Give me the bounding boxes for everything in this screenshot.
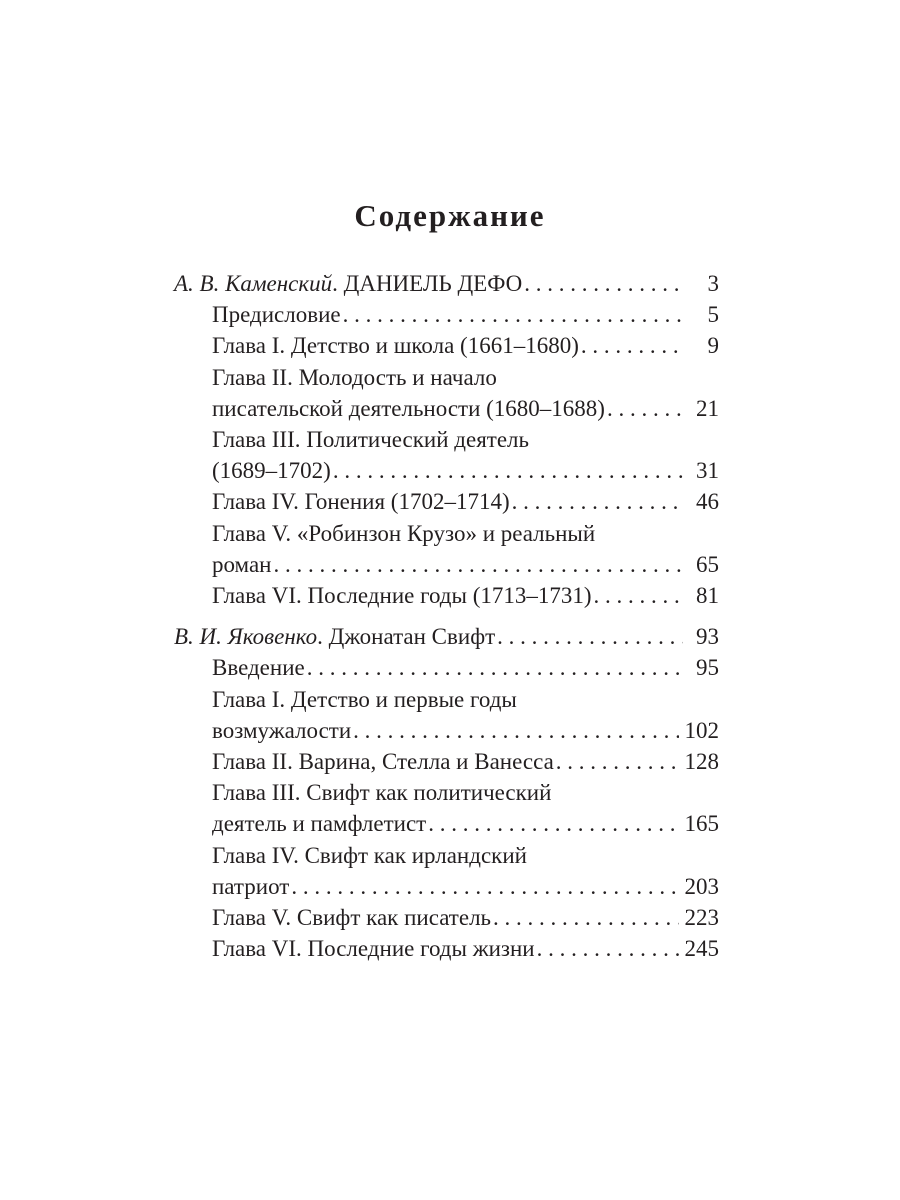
table-of-contents bbox=[174, 268, 719, 964]
toc-entry[interactable] bbox=[174, 486, 719, 517]
chapter-title-line-1: Глава I. Детство и первые годы bbox=[212, 686, 517, 712]
work-title: Джонатан Свифт bbox=[328, 624, 496, 650]
toc-entry[interactable] bbox=[174, 840, 719, 902]
chapter-title-line-1: Глава III. Политический деятель bbox=[212, 427, 530, 453]
toc-entry[interactable] bbox=[174, 652, 719, 683]
chapter-title: патриот bbox=[212, 873, 290, 899]
page-number: 203 bbox=[684, 873, 719, 899]
dot-leader bbox=[556, 746, 679, 777]
dot-leader bbox=[497, 621, 683, 652]
dot-leader bbox=[537, 933, 679, 964]
page-number: 81 bbox=[696, 583, 719, 609]
dot-leader bbox=[307, 652, 683, 683]
chapter-title: возмужалости bbox=[212, 717, 352, 743]
chapter-title-line-1: Глава III. Свифт как политический bbox=[212, 780, 552, 806]
chapter-title: роман bbox=[212, 551, 272, 577]
page-number: 95 bbox=[696, 655, 719, 681]
chapter-title: Глава VI. Последние годы (1713–1731) bbox=[212, 583, 592, 609]
dot-leader bbox=[428, 808, 678, 839]
chapter-title: Глава VI. Последние годы жизни bbox=[212, 936, 535, 962]
toc-entry[interactable] bbox=[174, 777, 719, 839]
toc-entry[interactable] bbox=[174, 518, 719, 580]
dot-leader bbox=[343, 299, 683, 330]
toc-entry[interactable] bbox=[174, 746, 719, 777]
toc-entry-author[interactable] bbox=[174, 268, 719, 299]
dot-leader bbox=[581, 330, 683, 361]
toc-entry[interactable] bbox=[174, 933, 719, 964]
toc-section-defoe bbox=[174, 268, 719, 611]
chapter-title: Глава II. Варина, Стелла и Ванесса bbox=[212, 749, 554, 775]
chapter-title: Глава V. Свифт как писатель bbox=[212, 905, 492, 931]
dot-leader bbox=[333, 455, 683, 486]
page-number: 223 bbox=[684, 905, 719, 931]
chapter-title-line-1: Глава IV. Свифт как ирландский bbox=[212, 842, 527, 868]
toc-entry[interactable] bbox=[174, 330, 719, 361]
page-number: 46 bbox=[696, 489, 719, 515]
page-number: 93 bbox=[696, 624, 719, 650]
toc-entry[interactable] bbox=[174, 424, 719, 486]
dot-leader bbox=[524, 268, 683, 299]
author-name: А. В. Каменский bbox=[174, 271, 333, 296]
page-number: 21 bbox=[696, 395, 719, 421]
dot-leader bbox=[512, 486, 683, 517]
page-number: 245 bbox=[684, 936, 719, 962]
work-title: ДАНИЕЛЬ ДЕФО bbox=[343, 271, 523, 296]
author-separator: . bbox=[332, 271, 344, 296]
dot-leader bbox=[273, 549, 683, 580]
toc-entry[interactable] bbox=[174, 684, 719, 746]
chapter-title-line-1: Глава II. Молодость и начало bbox=[212, 364, 497, 390]
chapter-title: деятель и памфлетист bbox=[212, 811, 427, 837]
toc-entry[interactable] bbox=[174, 902, 719, 933]
dot-leader bbox=[493, 902, 678, 933]
author-separator: . bbox=[317, 624, 329, 650]
dot-leader bbox=[607, 393, 683, 424]
chapter-title: Введение bbox=[212, 655, 305, 681]
toc-entry[interactable] bbox=[174, 580, 719, 611]
dot-leader bbox=[291, 871, 678, 902]
page-number: 165 bbox=[684, 811, 719, 837]
page-number: 65 bbox=[696, 551, 719, 577]
page-number: 3 bbox=[707, 271, 719, 296]
toc-entry[interactable] bbox=[174, 362, 719, 424]
chapter-title: (1689–1702) bbox=[212, 458, 331, 484]
page-number: 31 bbox=[696, 458, 719, 484]
page-number: 102 bbox=[684, 717, 719, 743]
dot-leader bbox=[353, 715, 678, 746]
toc-entry[interactable] bbox=[174, 299, 719, 330]
toc-entry-author[interactable] bbox=[174, 621, 719, 652]
page-number: 9 bbox=[707, 333, 719, 359]
toc-section-swift bbox=[174, 621, 719, 964]
chapter-title: Предисловие bbox=[212, 302, 341, 328]
author-name: В. И. Яковенко bbox=[174, 624, 318, 650]
chapter-title: писательской деятельности (1680–1688) bbox=[212, 395, 605, 421]
chapter-title-line-1: Глава V. «Робинзон Крузо» и реальный bbox=[212, 520, 596, 546]
dot-leader bbox=[594, 580, 683, 611]
page-number: 5 bbox=[707, 302, 719, 328]
chapter-title: Глава IV. Гонения (1702–1714) bbox=[212, 489, 510, 515]
chapter-title: Глава I. Детство и школа (1661–1680) bbox=[212, 333, 579, 359]
page-title: Содержание bbox=[354, 198, 546, 233]
page-number: 128 bbox=[684, 749, 719, 775]
